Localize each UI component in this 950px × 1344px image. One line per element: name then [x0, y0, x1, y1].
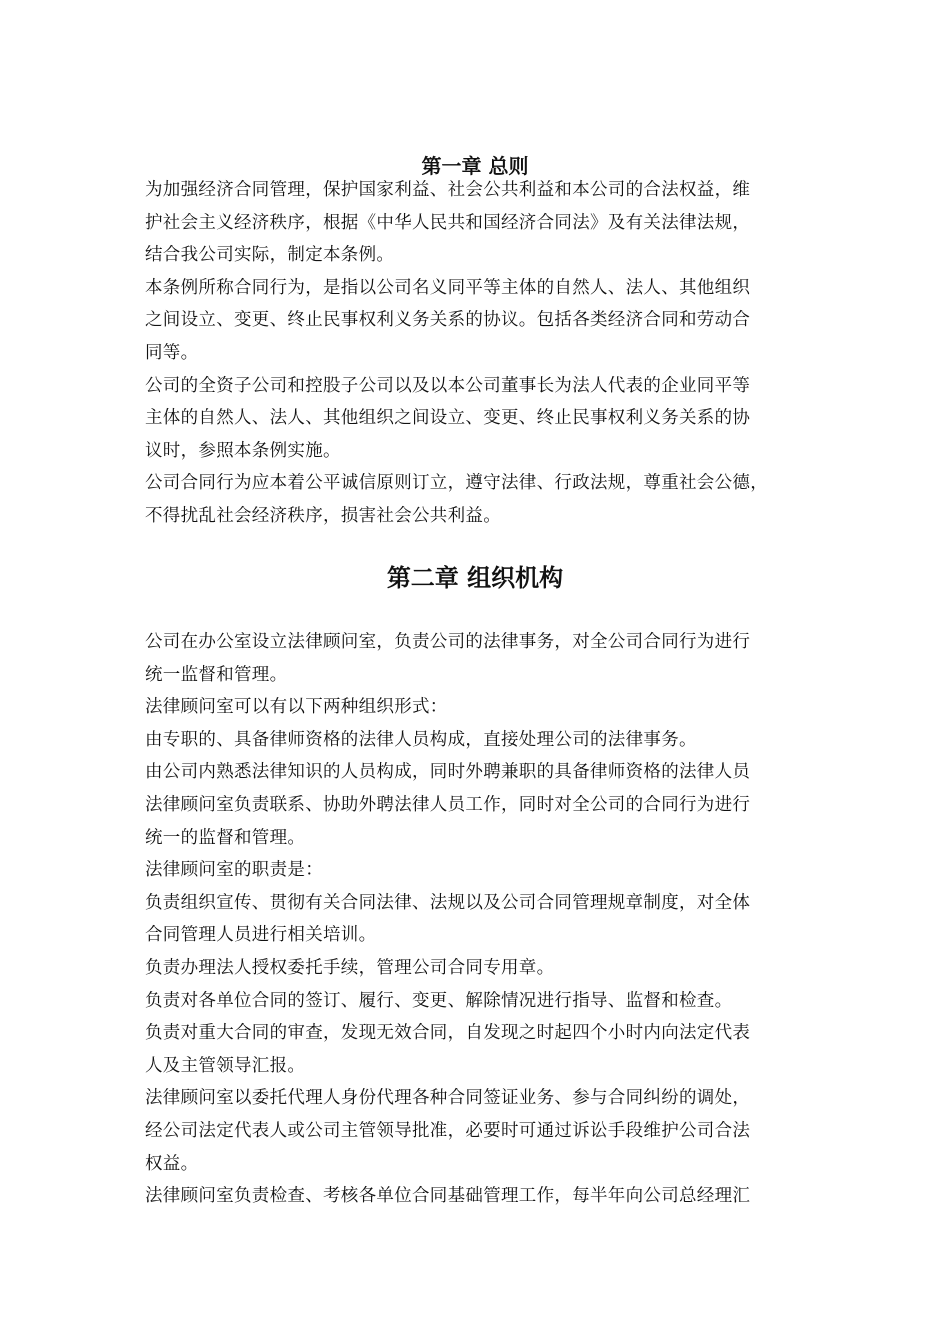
text-line: 公司合同行为应本着公平诚信原则订立，遵守法律、行政法规，尊重社会公德，: [145, 473, 768, 494]
text-line: 负责对重大合同的审查，发现无效合同，自发现之时起四个小时内向法定代表: [145, 1023, 751, 1044]
text-line: 公司的全资子公司和控股子公司以及以本公司董事长为法人代表的企业同平等: [145, 375, 751, 396]
text-line: 统一的监督和管理。: [145, 827, 306, 848]
text-line: 议时，参照本条例实施。: [145, 440, 341, 461]
text-line: 负责对各单位合同的签订、履行、变更、解除情况进行指导、监督和检查。: [145, 990, 733, 1011]
text-line: 本条例所称合同行为，是指以公司名义同平等主体的自然人、法人、其他组织: [145, 277, 751, 298]
text-line: 之间设立、变更、终止民事权利义务关系的协议。包括各类经济合同和劳动合: [145, 310, 751, 331]
chapter-1-title: 第一章 总则: [421, 154, 529, 178]
text-line: 不得扰乱社会经济秩序，损害社会公共利益。: [145, 505, 501, 526]
text-line: 法律顾问室的职责是：: [145, 860, 323, 881]
chapter-2-body: [145, 626, 825, 1213]
text-line: 由专职的、具备律师资格的法律人员构成，直接处理公司的法律事务。: [145, 729, 697, 750]
text-line: 法律顾问室以委托代理人身份代理各种合同签证业务、参与合同纠纷的调处，: [145, 1088, 751, 1109]
text-line: 法律顾问室负责联系、协助外聘法律人员工作，同时对全公司的合同行为进行: [145, 794, 751, 815]
text-line: 法律顾问室负责检查、考核各单位合同基础管理工作，每半年向公司总经理汇: [145, 1186, 751, 1207]
text-line: 同等。: [145, 342, 199, 363]
text-line: 结合我公司实际，制定本条例。: [145, 245, 395, 266]
text-line: 经公司法定代表人或公司主管领导批准，必要时可通过诉讼手段维护公司合法: [145, 1120, 751, 1141]
text-line: 公司在办公室设立法律顾问室，负责公司的法律事务，对全公司合同行为进行: [145, 632, 751, 652]
text-line: 权益。: [145, 1153, 199, 1174]
text-line: 统一监督和管理。: [145, 664, 288, 685]
chapter-2-title: 第二章 组织机构: [386, 564, 564, 592]
text-line: 为加强经济合同管理，保护国家利益、社会公共利益和本公司的合法权益，维: [145, 180, 751, 200]
text-line: 人及主管领导汇报。: [145, 1055, 306, 1076]
text-line: 负责办理法人授权委托手续，管理公司合同专用章。: [145, 957, 555, 978]
text-line: 法律顾问室可以有以下两种组织形式：: [145, 697, 448, 718]
text-line: 合同管理人员进行相关培训。: [145, 925, 377, 946]
chapter-1-body: [145, 174, 825, 533]
text-line: 护社会主义经济秩序，根据《中华人民共和国经济合同法》及有关法律法规，: [145, 212, 751, 233]
text-line: 负责组织宣传、贯彻有关合同法律、法规以及公司合同管理规章制度，对全体: [145, 892, 751, 913]
text-line: 由公司内熟悉法律知识的人员构成，同时外聘兼职的具备律师资格的法律人员: [145, 762, 751, 783]
text-line: 主体的自然人、法人、其他组织之间设立、变更、终止民事权利义务关系的协: [145, 408, 751, 429]
